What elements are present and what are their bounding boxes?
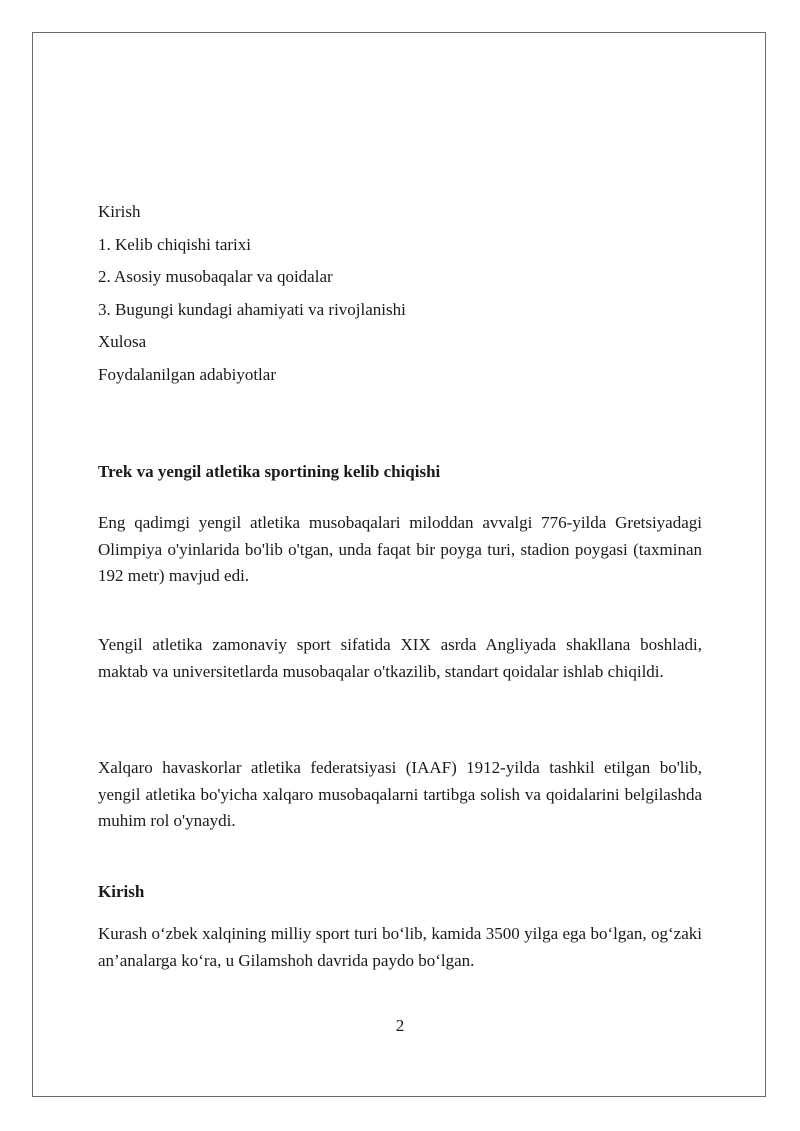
toc-item: Xulosa	[98, 332, 147, 352]
toc-item: 1. Kelib chiqishi tarixi	[98, 234, 251, 254]
paragraph: Yengil atletika zamonaviy sport sifatida XIX asrda Angliyada shakllana boshladi, maktab va universitetlarda musobaqalar o'tkazilib, standart qoidalar ishlab chiqildi.	[98, 635, 702, 681]
paragraph: Eng qadimgi yengil atletika musobaqalari miloddan avvalgi 776-yilda Gretsiyadagi Olimpiya o'yinlarida bo'lib o'tgan, unda faqat bir poyga turi, stadion poygasi (taxminan 192 metr) mavjud edi.	[98, 513, 702, 585]
toc-item: Foydalanilgan adabiyotlar	[98, 364, 276, 384]
table-of-contents	[98, 199, 702, 395]
section-heading: Kirish	[98, 882, 145, 901]
toc-item: 3. Bugungi kundagi ahamiyati va rivojlanishi	[98, 299, 406, 319]
toc-item: 2. Asosiy musobaqalar va qoidalar	[98, 267, 333, 287]
paragraph: Kurash o‘zbek xalqining milliy sport turi bo‘lib, kamida 3500 yilga ega bo‘lgan, og‘zaki an’analarga ko‘ra, u Gilamshoh davrida paydo bo‘lgan.	[98, 924, 702, 970]
page-number: 2	[395, 1016, 405, 1035]
toc-item: Kirish	[98, 202, 141, 221]
section-heading: Trek va yengil atletika sportining kelib chiqishi	[98, 462, 441, 481]
paragraph: Xalqaro havaskorlar atletika federatsiyasi (IAAF) 1912-yilda tashkil etilgan bo'lib, yengil atletika bo'yicha xalqaro musobaqalarni tartibga solish va qoidalarini belgilashda muhim rol o'ynaydi.	[98, 758, 702, 830]
